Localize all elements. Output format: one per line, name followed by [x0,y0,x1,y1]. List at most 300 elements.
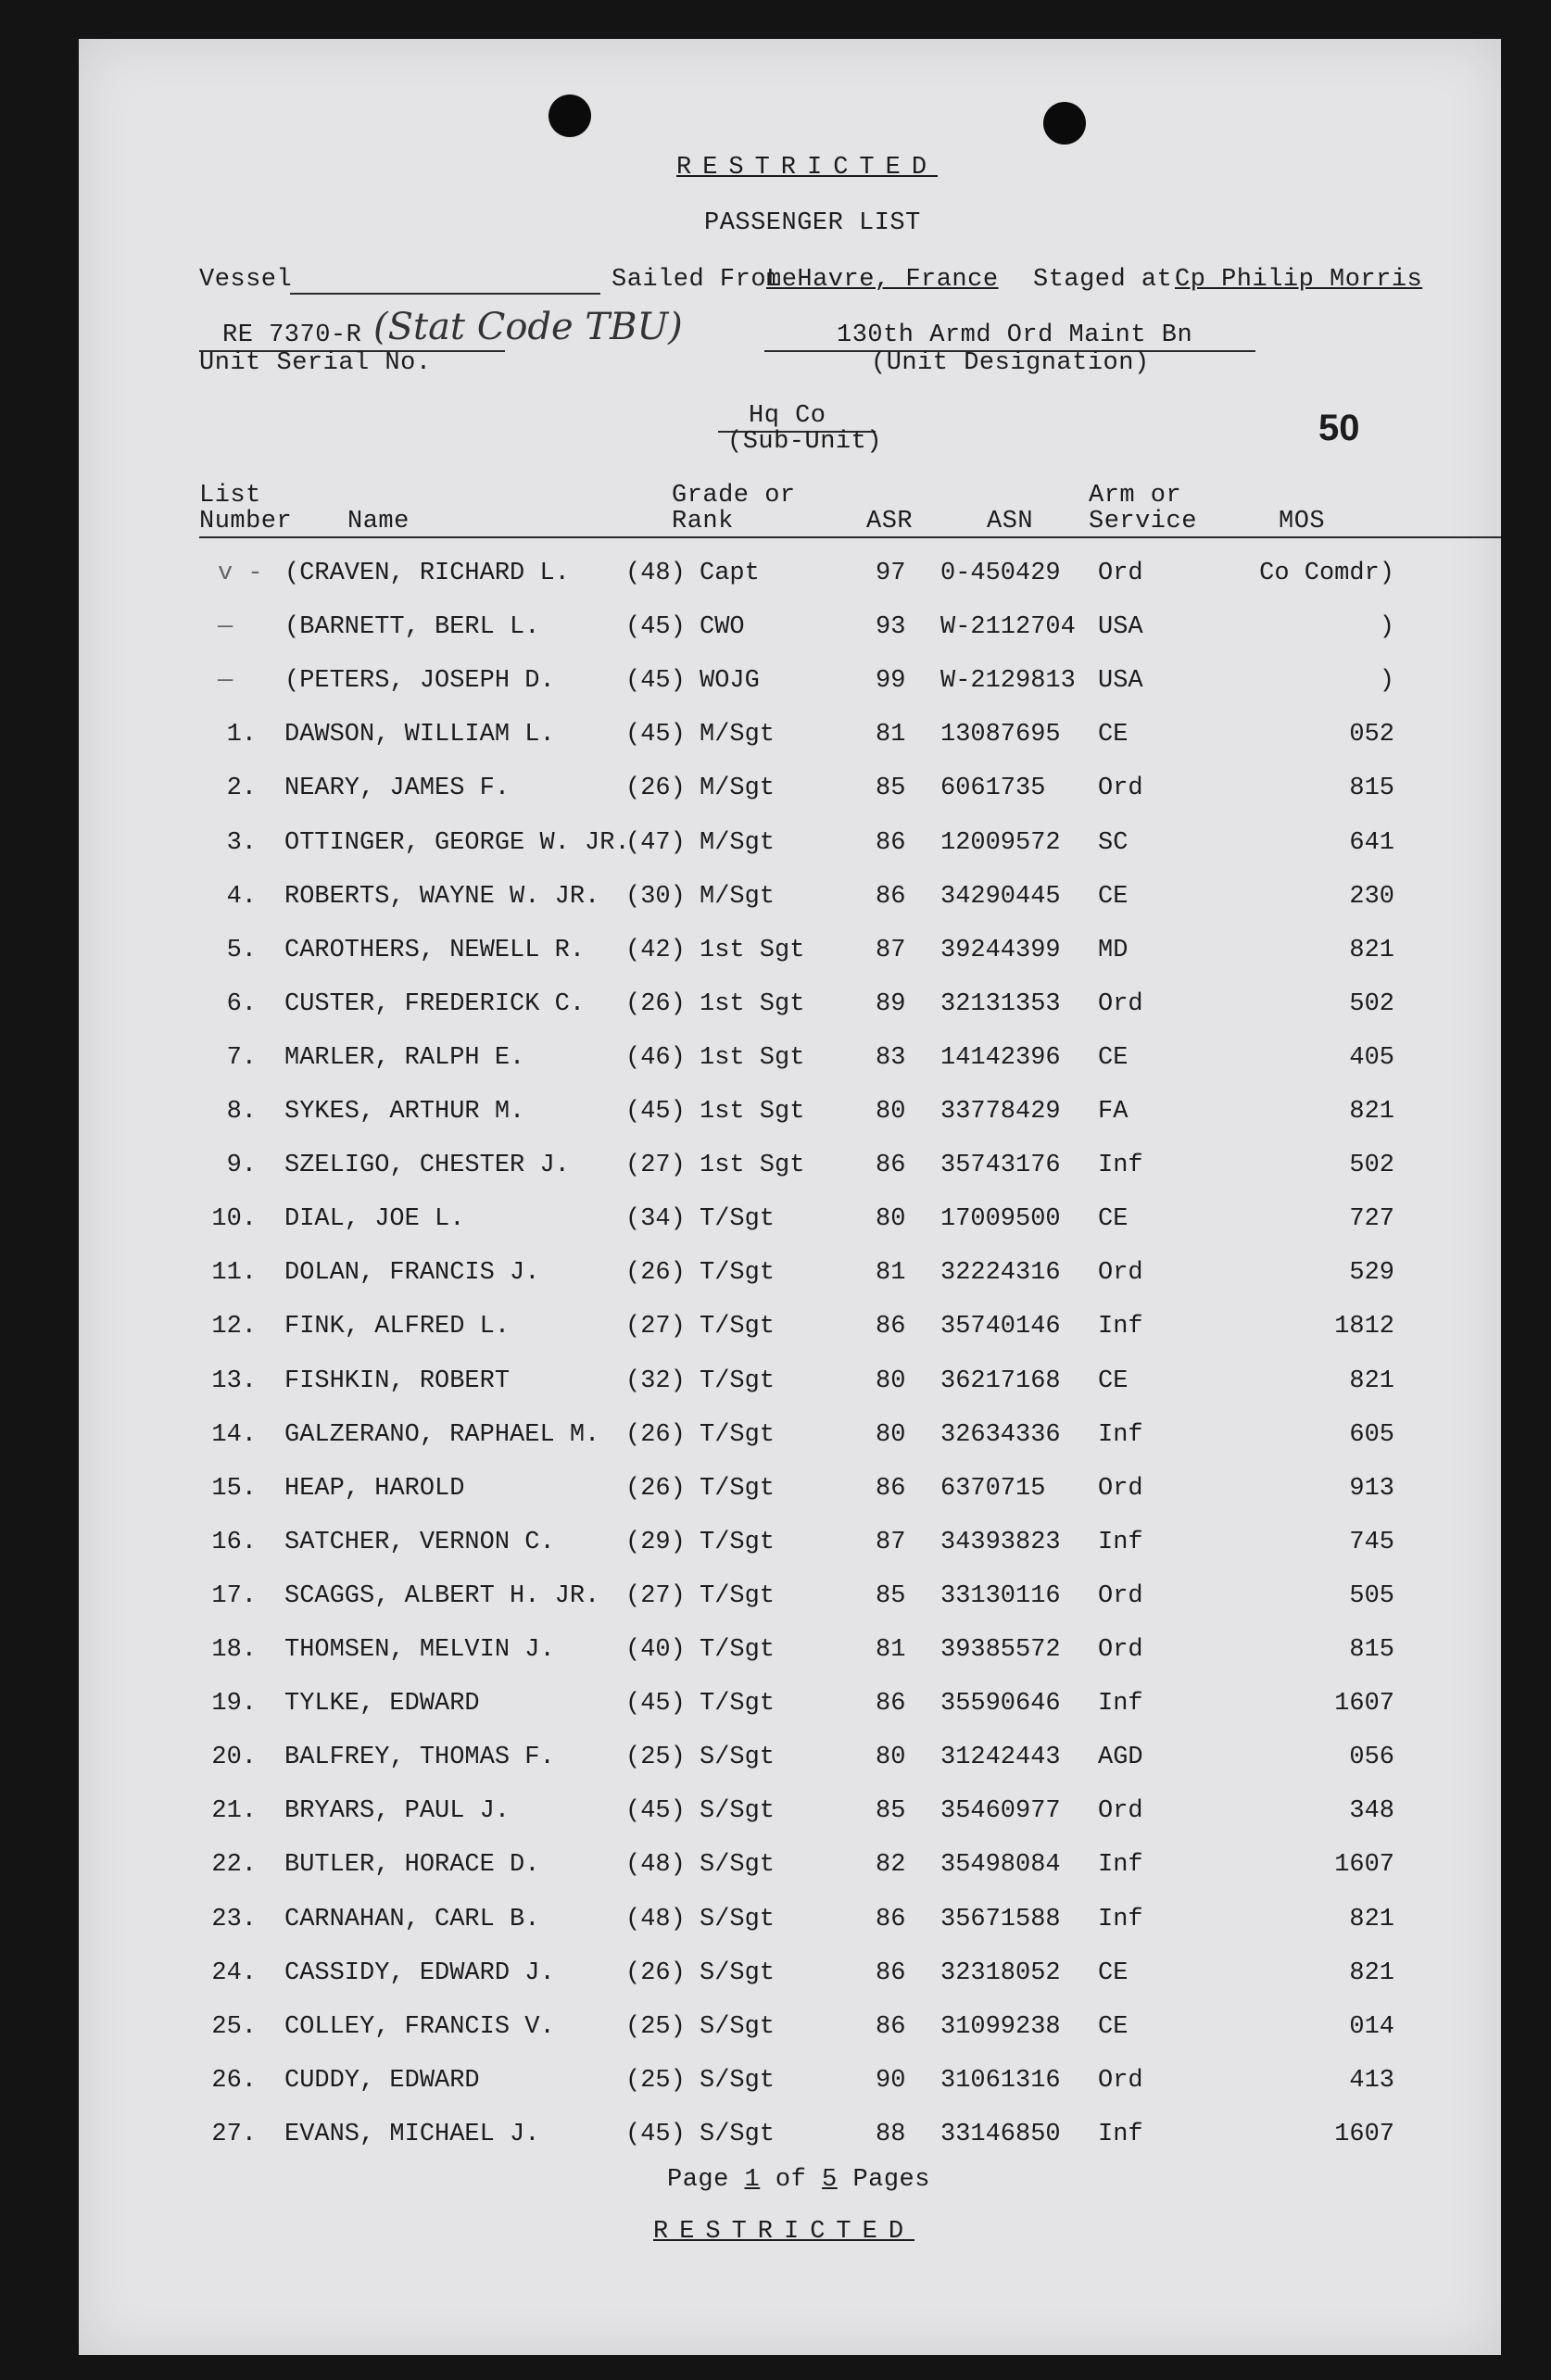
cell-age: (45) [625,613,686,642]
col-arm: Arm or [1089,482,1182,510]
cell-name: SYKES, ARTHUR M. [284,1098,525,1126]
cell-asn: 31099238 [940,2012,1061,2041]
cell-num: 13. [211,1366,257,1395]
restricted-bottom: RESTRICTED [653,2218,915,2246]
cell-age: (26) [625,1474,686,1503]
cell-arm: CE [1098,1205,1129,1234]
page-stamp-number: 50 [1318,408,1360,448]
cell-arm: Ord [1098,1259,1143,1288]
cell-num: 19. [211,1690,257,1719]
cell-asn: 34290445 [940,882,1061,911]
cell-num: 26. [211,2066,257,2095]
cell-asr: 86 [876,882,906,911]
cell-asr: 86 [876,1905,906,1933]
cell-grade: S/Sgt [700,2066,776,2095]
cell-arm: MD [1098,936,1129,964]
cell-arm: CE [1098,1043,1129,1072]
table-row [79,1797,1501,1851]
cell-mos: Co Comdr) [1259,560,1394,587]
sub-unit-label: (Sub-Unit) [727,428,883,456]
cell-asr: 81 [876,1636,906,1664]
handwritten-stat-code: (Stat Code TBU) [373,306,683,348]
cell-age: (34) [625,1205,686,1234]
cell-name: SZELIGO, CHESTER J. [284,1152,570,1180]
restricted-top: RESTRICTED [676,154,939,182]
cell-asn: 32318052 [940,1958,1061,1987]
cell-age: (25) [625,1744,686,1772]
cell-asr: 87 [876,936,906,964]
cell-grade: S/Sgt [700,1905,776,1933]
table-row [79,1313,1501,1366]
cell-tick: v - [218,560,263,587]
cell-num: 5. [226,936,257,964]
table-row [79,721,1501,774]
cell-grade: M/Sgt [700,882,776,911]
cell-num: 2. [226,774,257,803]
cell-name: FISHKIN, ROBERT [284,1366,511,1395]
cell-asn: 31242443 [940,1744,1061,1772]
cell-age: (26) [625,989,686,1018]
cell-name: HEAP, HAROLD [284,1474,465,1503]
cell-num: 27. [211,2120,257,2148]
cell-asr: 87 [876,1528,906,1556]
cell-name: CASSIDY, EDWARD J. [284,1958,555,1987]
cell-asr: 86 [876,1958,906,1987]
cell-tick: — [218,613,233,642]
cell-grade: 1st Sgt [700,1043,805,1072]
sailed-from-value: LeHavre, France [766,266,999,294]
cell-mos: 821 [1349,936,1394,964]
cell-asr: 85 [876,1581,906,1610]
cell-asr: 86 [876,1152,906,1180]
table-row [79,1098,1501,1152]
table-row [79,1582,1501,1636]
cell-mos: 230 [1349,882,1394,911]
cell-asn: 33130116 [940,1581,1061,1610]
cell-age: (27) [625,1581,686,1610]
sailed-from-label: Sailed From [612,266,782,294]
cell-arm: SC [1098,828,1129,857]
cell-asn: 34393823 [940,1528,1061,1556]
cell-asn: 12009572 [940,828,1061,857]
cell-mos: 1607 [1334,1851,1394,1880]
page-label: Page [667,2166,729,2194]
page-indicator [667,2166,930,2194]
cell-asr: 86 [876,1690,906,1719]
cell-grade: T/Sgt [700,1690,776,1719]
cell-arm: CE [1098,1958,1129,1987]
cell-asn: 32224316 [940,1259,1061,1288]
cell-asn: 33778429 [940,1098,1061,1126]
cell-num: 1. [226,721,257,749]
cell-age: (45) [625,1797,686,1826]
cell-num: 6. [226,989,257,1018]
cell-mos: 056 [1349,1744,1394,1772]
cell-mos: 405 [1349,1043,1394,1072]
punch-hole-right [1043,102,1086,145]
table-row [79,1744,1501,1797]
cell-age: (26) [625,1958,686,1987]
cell-name: GALZERANO, RAPHAEL M. [284,1420,600,1449]
cell-mos: 641 [1349,828,1394,857]
cell-grade: Capt [700,560,760,587]
cell-asr: 85 [876,1797,906,1826]
col-asr: ASR [866,508,914,535]
cell-age: (45) [625,1098,686,1126]
of-label: of [775,2166,807,2194]
cell-asr: 88 [876,2120,906,2148]
cell-asn: 36217168 [940,1366,1061,1395]
cell-num: 8. [226,1098,257,1126]
cell-arm: CE [1098,2012,1129,2041]
cell-name: DOLAN, FRANCIS J. [284,1259,540,1288]
cell-num: 16. [211,1528,257,1556]
cell-arm: Ord [1098,1797,1143,1826]
cell-age: (45) [625,2120,686,2148]
table-row [79,990,1501,1044]
table-row [79,1421,1501,1475]
cell-grade: T/Sgt [700,1581,776,1610]
cell-grade: S/Sgt [700,2012,776,2041]
cell-arm: Ord [1098,774,1143,803]
cell-asn: 0-450429 [940,560,1061,587]
cell-age: (48) [625,1851,686,1880]
table-row [79,667,1501,721]
col-rank: Rank [672,508,734,535]
header-rule [199,536,1501,538]
cell-mos: 821 [1349,1958,1394,1987]
cell-age: (32) [625,1366,686,1395]
cell-num: 22. [211,1851,257,1880]
cell-age: (25) [625,2066,686,2095]
cell-name: FINK, ALFRED L. [284,1313,511,1341]
cell-grade: S/Sgt [700,1744,776,1772]
table-row [79,2013,1501,2067]
unit-designation: 130th Armd Ord Maint Bn [837,321,1193,349]
cell-asn: W-2112704 [940,613,1076,642]
document-title: PASSENGER LIST [704,209,921,237]
cell-asn: W-2129813 [940,667,1076,696]
cell-age: (45) [625,721,686,749]
vessel-label: Vessel [199,266,293,294]
cell-grade: 1st Sgt [700,1152,805,1180]
cell-num: 4. [226,882,257,911]
cell-mos: 605 [1349,1420,1394,1449]
cell-name: NEARY, JAMES F. [284,774,511,803]
cell-name: BALFREY, THOMAS F. [284,1744,555,1772]
cell-age: (48) [625,560,686,587]
cell-arm: Inf [1098,2120,1143,2148]
cell-num: 9. [226,1152,257,1180]
table-row [79,829,1501,883]
cell-age: (27) [625,1313,686,1341]
cell-arm: Ord [1098,1581,1143,1610]
cell-mos: 502 [1349,1152,1394,1180]
cell-asr: 80 [876,1098,906,1126]
cell-mos: 1607 [1334,1690,1394,1719]
cell-arm: Ord [1098,1636,1143,1664]
cell-arm: Inf [1098,1528,1143,1556]
cell-grade: T/Sgt [700,1528,776,1556]
cell-age: (25) [625,2012,686,2041]
staged-at-label: Staged at [1033,266,1173,294]
cell-name: (PETERS, JOSEPH D. [284,667,555,696]
cell-num: 14. [211,1420,257,1449]
cell-grade: CWO [700,613,745,642]
cell-num: 7. [226,1043,257,1072]
cell-asr: 99 [876,667,906,696]
cell-grade: WOJG [700,667,760,696]
cell-mos: 745 [1349,1528,1394,1556]
cell-grade: 1st Sgt [700,936,805,964]
table-row [79,1636,1501,1690]
cell-asr: 81 [876,1259,906,1288]
cell-arm: CE [1098,1366,1129,1395]
cell-arm: Ord [1098,1474,1143,1503]
cell-name: OTTINGER, GEORGE W. JR. [284,828,630,857]
cell-mos: 821 [1349,1905,1394,1933]
col-grade: Grade or [672,482,796,510]
cell-grade: 1st Sgt [700,989,805,1018]
cell-grade: M/Sgt [700,828,776,857]
cell-mos: 348 [1349,1797,1394,1826]
table-row [79,1259,1501,1313]
cell-asr: 85 [876,774,906,803]
cell-asn: 39385572 [940,1636,1061,1664]
table-row [79,2067,1501,2121]
cell-name: EVANS, MICHAEL J. [284,2120,540,2148]
cell-mos: 727 [1349,1205,1394,1234]
cell-mos: ) [1379,613,1394,642]
cell-grade: T/Sgt [700,1313,776,1341]
cell-mos: 413 [1349,2066,1394,2095]
cell-name: (CRAVEN, RICHARD L. [284,560,570,587]
cell-num: 15. [211,1474,257,1503]
cell-asr: 93 [876,613,906,642]
cell-asn: 32131353 [940,989,1061,1018]
cell-asn: 35743176 [940,1152,1061,1180]
staged-at-value: Cp Philip Morris [1175,266,1423,294]
page-current: 1 [744,2166,761,2194]
cell-arm: AGD [1098,1744,1143,1772]
col-service: Service [1089,508,1197,535]
punch-hole-left [549,94,591,137]
table-row [79,1152,1501,1205]
cell-num: 10. [211,1205,257,1234]
cell-name: DAWSON, WILLIAM L. [284,721,555,749]
cell-asr: 80 [876,1744,906,1772]
table-row [79,560,1501,613]
cell-age: (48) [625,1905,686,1933]
cell-name: COLLEY, FRANCIS V. [284,2012,555,2041]
cell-grade: M/Sgt [700,721,776,749]
col-mos: MOS [1279,508,1326,535]
cell-mos: 1607 [1334,2120,1394,2148]
cell-arm: Ord [1098,989,1143,1018]
cell-name: SATCHER, VERNON C. [284,1528,555,1556]
cell-name: CARNAHAN, CARL B. [284,1905,540,1933]
cell-name: (BARNETT, BERL L. [284,613,540,642]
cell-age: (30) [625,882,686,911]
cell-name: BUTLER, HORACE D. [284,1851,540,1880]
table-row [79,1367,1501,1421]
cell-num: 23. [211,1905,257,1933]
cell-arm: CE [1098,882,1129,911]
cell-grade: T/Sgt [700,1636,776,1664]
cell-grade: S/Sgt [700,1851,776,1880]
cell-asn: 32634336 [940,1420,1061,1449]
cell-mos: 913 [1349,1474,1394,1503]
cell-name: CAROTHERS, NEWELL R. [284,936,586,964]
cell-grade: S/Sgt [700,1797,776,1826]
cell-num: 20. [211,1744,257,1772]
cell-mos: 821 [1349,1366,1394,1395]
cell-arm: USA [1098,613,1143,642]
cell-name: BRYARS, PAUL J. [284,1797,511,1826]
cell-name: DIAL, JOE L. [284,1205,465,1234]
cell-name: THOMSEN, MELVIN J. [284,1636,555,1664]
unit-serial-label: Unit Serial No. [199,349,432,377]
vessel-blank-line [290,293,600,295]
cell-mos: 502 [1349,989,1394,1018]
cell-age: (29) [625,1528,686,1556]
cell-mos: 505 [1349,1581,1394,1610]
cell-asr: 80 [876,1420,906,1449]
cell-asr: 86 [876,828,906,857]
cell-mos: 014 [1349,2012,1394,2041]
cell-asr: 86 [876,2012,906,2041]
cell-asn: 6061735 [940,774,1046,803]
cell-age: (47) [625,828,686,857]
cell-asn: 35498084 [940,1851,1061,1880]
table-row [79,883,1501,937]
cell-age: (40) [625,1636,686,1664]
col-list: List [199,482,261,510]
col-name: Name [347,508,410,535]
table-row [79,1906,1501,1959]
table-row [79,1959,1501,2013]
cell-asr: 80 [876,1205,906,1234]
cell-name: MARLER, RALPH E. [284,1043,525,1072]
cell-name: ROBERTS, WAYNE W. JR. [284,882,600,911]
table-row [79,1690,1501,1744]
cell-arm: FA [1098,1098,1129,1126]
cell-num: 12. [211,1313,257,1341]
cell-age: (45) [625,667,686,696]
cell-age: (26) [625,1259,686,1288]
cell-arm: Inf [1098,1851,1143,1880]
table-row [79,1044,1501,1098]
cell-asn: 14142396 [940,1043,1061,1072]
cell-asr: 89 [876,989,906,1018]
sub-unit: Hq Co [749,402,826,430]
cell-mos: ) [1379,667,1394,696]
cell-age: (42) [625,936,686,964]
table-row [79,613,1501,667]
table-row [79,937,1501,990]
cell-asr: 81 [876,721,906,749]
cell-num: 11. [211,1259,257,1288]
cell-num: 25. [211,2012,257,2041]
document-page [79,39,1501,2355]
cell-mos: 052 [1349,721,1394,749]
cell-grade: T/Sgt [700,1366,776,1395]
cell-asr: 82 [876,1851,906,1880]
unit-designation-label: (Unit Designation) [871,349,1150,377]
cell-age: (26) [625,774,686,803]
cell-asn: 39244399 [940,936,1061,964]
cell-grade: T/Sgt [700,1474,776,1503]
cell-grade: S/Sgt [700,1958,776,1987]
cell-num: 21. [211,1797,257,1826]
cell-num: 24. [211,1958,257,1987]
cell-asn: 35590646 [940,1690,1061,1719]
cell-grade: T/Sgt [700,1205,776,1234]
cell-grade: M/Sgt [700,774,776,803]
table-row [79,1851,1501,1905]
cell-name: SCAGGS, ALBERT H. JR. [284,1581,600,1610]
cell-num: 3. [226,828,257,857]
unit-serial-number: RE 7370-R [222,321,362,349]
cell-age: (26) [625,1420,686,1449]
col-asn: ASN [987,508,1034,535]
pages-label: Pages [852,2166,930,2194]
cell-asr: 86 [876,1313,906,1341]
cell-num: 18. [211,1636,257,1664]
cell-mos: 821 [1349,1098,1394,1126]
cell-mos: 1812 [1334,1313,1394,1341]
cell-arm: Ord [1098,560,1143,587]
cell-arm: Inf [1098,1690,1143,1719]
cell-age: (45) [625,1690,686,1719]
cell-asn: 17009500 [940,1205,1061,1234]
cell-asn: 35740146 [940,1313,1061,1341]
cell-num: 17. [211,1581,257,1610]
cell-mos: 815 [1349,1636,1394,1664]
cell-asr: 97 [876,560,906,587]
cell-arm: CE [1098,721,1129,749]
cell-age: (46) [625,1043,686,1072]
cell-arm: Ord [1098,2066,1143,2095]
cell-asn: 13087695 [940,721,1061,749]
page-total: 5 [822,2166,838,2194]
cell-asn: 31061316 [940,2066,1061,2095]
cell-name: CUSTER, FREDERICK C. [284,989,586,1018]
cell-asn: 35460977 [940,1797,1061,1826]
cell-grade: T/Sgt [700,1259,776,1288]
cell-grade: S/Sgt [700,2120,776,2148]
cell-arm: USA [1098,667,1143,696]
table-row [79,1475,1501,1529]
cell-arm: Inf [1098,1905,1143,1933]
cell-arm: Inf [1098,1313,1143,1341]
cell-grade: 1st Sgt [700,1098,805,1126]
cell-grade: T/Sgt [700,1420,776,1449]
cell-name: TYLKE, EDWARD [284,1690,480,1719]
table-row [79,1529,1501,1582]
col-number: Number [199,508,293,535]
cell-mos: 529 [1349,1259,1394,1288]
cell-asn: 6370715 [940,1474,1046,1503]
table-row [79,1205,1501,1259]
cell-asn: 35671588 [940,1905,1061,1933]
cell-tick: — [218,667,233,696]
cell-asr: 86 [876,1474,906,1503]
cell-asn: 33146850 [940,2120,1061,2148]
cell-asr: 83 [876,1043,906,1072]
cell-arm: Inf [1098,1152,1143,1180]
table-row [79,774,1501,828]
